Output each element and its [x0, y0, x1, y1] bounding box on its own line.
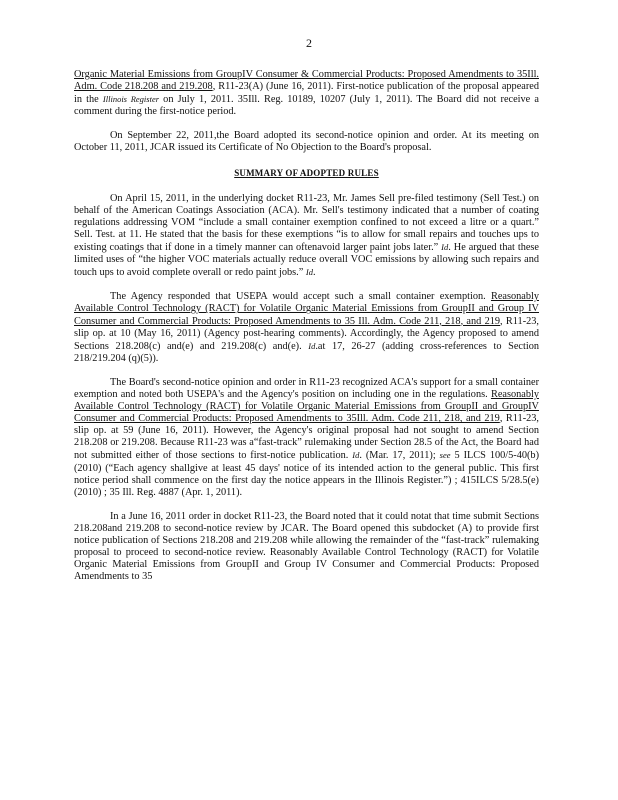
citation-signal: see [439, 450, 451, 461]
citation-id: Id [308, 340, 316, 351]
paragraph-text: Reasonably Available Control Technology (RACT) for Volatile Organic Material Emissions from GroupII and Group IV Consumer and Commercial Products: Proposed Amendments to 35 [74, 547, 539, 583]
paragraph-text: The Agency responded that USEPA would accept such a small container exemption. [110, 291, 491, 303]
case-caption: Reasonably Available Control Technology (RACT) for Volatile Organic Material Emissions from GroupII and Group IV Consumer and Commercial Products: Proposed Amendments to 35 Ill. Adm. Code 211, 218, and 219 [74, 291, 539, 327]
document-body [74, 69, 539, 595]
paragraph-text: . [313, 267, 316, 279]
paragraph-text: , R11-23, slip op. at 59 (June 16, 2011). However, the Agency's original proposal had not sought to amend Section 218.208 or 219.208. Because R11-23 was a“fast-track” rulemaking under Section 28.5 of the Act, the Board had not submitted either of those sections to first-notice publication. [74, 413, 539, 462]
case-caption: Reasonably Available Control Technology (RACT) for Volatile Organic Material Emissions from GroupII and GroupIV Consumer and Commercial Products: Proposed Amendments to 35Ill. Adm. Code 211, 218, and 219 [74, 388, 539, 425]
paragraph-agency-response [74, 291, 539, 365]
paragraph-text: on July 1, 2011. 35Ill. Reg. 10189, 10207 (July 1, 2011). The Board did not receive a comment during the first-notice period. [74, 94, 539, 118]
section-heading: SUMMARY OF ADOPTED RULES [234, 167, 379, 178]
paragraph-text: The Board's second-notice opinion and order in R11-23 recognized ACA's support for a small container exemption and noted both USEPA's and the Agency's position on including one in the regulations. [74, 376, 539, 400]
page-number: 2 [306, 36, 312, 50]
paragraph-second-notice: On September 22, 2011,the Board adopted its second-notice opinion and order. At its meeting on October 11, 2011, JCAR issued its Certificate of No Objection to the Board's proposal. [74, 130, 539, 154]
citation-id: Id [305, 267, 313, 278]
paragraph-june-order [74, 511, 539, 584]
publication-name: Illinois Register [102, 94, 160, 105]
paragraph-first-notice [74, 69, 539, 118]
citation-id: Id [441, 242, 449, 253]
paragraph-text: . (Mar. 17, 2011); [359, 450, 440, 462]
paragraph-sell-testimony [74, 193, 539, 280]
paragraph-text: On April 15, 2011, in the underlying docket R11-23, Mr. James Sell pre-filed testimony (Sell Test.) on behalf of the American Coatings Association (ACA). Mr. Sell's testimony indicated that a number of coating regulations addressing VOM “include a small container exemption confined to not exceed a litre or a quart.” Sell. Test. at 11. He stated that the basis for these exemptions “is to allow for small repairs and touches ups to existing coatings that if done in a timely manner can oftenavoid larger paint jobs later.” [74, 192, 539, 254]
paragraph-text: , R11-23, slip op. at 10 (May 16, 2011) (Agency post-hearing comments). Accordingly, the Agency proposed to amend Sections 218.208(c) and(e) and 219.208(c) and(e). [74, 315, 539, 352]
case-caption: Organic Material Emissions from GroupIV Consumer & Commercial Products: Proposed Amendments to 35Ill. Adm. Code 218.208 and 219.208 [74, 69, 539, 93]
paragraph-text: .at 17, 26-27 (adding cross-references to Section 218/219.204 (q)(5)). [74, 340, 540, 364]
paragraph-text: . He argued that these limited uses of “the higher VOC materials actually reduce overall VOC emissions by allowing such repairs and touch ups to avoid complete overall or redo paint jobs.” [74, 242, 539, 279]
paragraph-board-opinion [74, 377, 539, 499]
citation-id: Id [352, 450, 360, 461]
paragraph-text: , R11-23(A) (June 16, 2011). First-notice publication of the proposal appeared in the [74, 81, 539, 106]
paragraph-text: 5 ILCS 100/5-40(b) (2010) (“Each agency shallgive at least 45 days' notice of its intended action to the general public. This first notice period shall commence on the first day the notice appears in the Illinois Register.”) ; 415ILCS 5/28.5(e) (2010) ; 35 Ill. Reg. 4887 (Apr. 1, 2011). [74, 450, 540, 498]
paragraph-text: In a June 16, 2011 order in docket R11-23, the Board noted that it could notat that time submit Sections 218.208and 219.208 to second-notice review by JCAR. The Board opened this subdocket (A) to provide first notice publication of Sections 218.208 and 219.208 while allowing the remainder of the “fast-track” rulemaking proposal to proceed to second-notice review. [74, 510, 539, 559]
